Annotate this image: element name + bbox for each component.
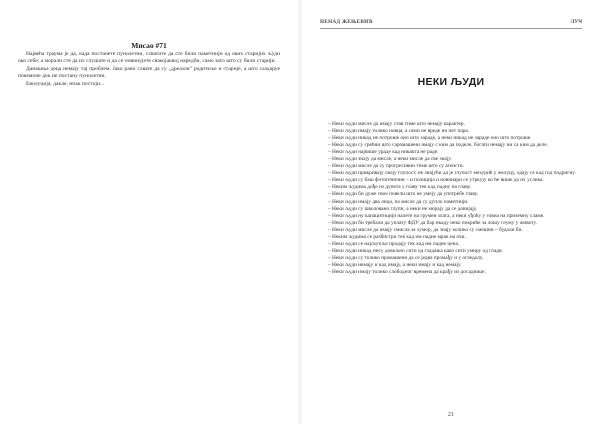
aphorism-item: – Неки људи су школовано глупи, а неки не морају да се довијају. — [328, 205, 478, 212]
aphorism-item: – Неки људи немају и кад имају, а неки имају и кад немају. — [328, 261, 462, 268]
aphorism-item: – Неки људи никад не потроше оно што зараде, а неки никад не зараде оно што потроше. — [328, 135, 532, 142]
aphorism-list — [320, 121, 582, 276]
aphorism-item: – Неки људи су толико промашени да се једва промађу и у огледалу. — [328, 254, 484, 261]
aphorism-item: – Неки људи никад нису довољно сити од гладања како сити умиру од глади. — [328, 247, 503, 254]
right-page — [302, 0, 600, 424]
aphorism-item: – Неки људи су баш фотогенични – и полиција и новинари се утркују ко ће више да их услика. — [328, 177, 544, 184]
chapter-title: НЕКИ ЉУДИ — [417, 76, 485, 88]
aphorism-item: – Неки људи мисле да имају смисла за хумор, да знају колико су смешни – будали би. — [328, 226, 523, 233]
aphorism-item: – Неки људи имају два лица, па мисле да су дупло паметнији. — [328, 198, 469, 205]
aphorism-item: – Неки људи би дуже свое повели што не умеју да употребе главу. — [328, 191, 479, 198]
aphorism-item: – Неки људи мисле да имају став тиме што немају карактер. — [328, 121, 465, 127]
left-page — [0, 0, 298, 424]
aphorism-item: – Неким људима се разбистри тек кад им падне мрак на очи. — [328, 233, 466, 240]
header-section: ЛУЧ — [570, 19, 582, 25]
aphorism-item: – Неки људи имају толико слободног времена да крађу из досаднице. — [328, 268, 486, 275]
aphorism-item: – Неки људи се најскупље продају тек кад им падне цена. — [328, 240, 460, 247]
aphorism-item: – Неки људи знају да мисле, а неки мисле да све знају. — [328, 156, 452, 163]
aphorism-item: – Неки људи мисле да су прогресивни тиме што су атеисти. — [328, 163, 464, 170]
aphorism-item: – Неким људима дође из дупета у главу тек кад падну на главу. — [328, 184, 472, 191]
aphorism-item: – Неки људи су срећни што саромашени имају с ким да поделе, богати немају ни са ким да деле. — [328, 142, 548, 149]
running-header — [320, 18, 582, 29]
aphorism-item: – Неки људи прикривају своју глупост, не знајући да је глупост мехурић у желуцу, одају се кад год подригну. — [328, 170, 576, 177]
thought-title: Мисао #71 — [131, 41, 167, 50]
thought-paragraph: Данашња деца немају тај проблем. Јако рано схвате да су „дреазли" родитеље и старије, а што саздаруе покемоне док не постану пунолетни. — [18, 65, 280, 80]
aphorism-item: – Неки људи највише ураде кад никакта не раде. — [328, 149, 439, 156]
header-author: НЕНАД ЖЕЊЕВИЋ — [320, 19, 373, 25]
aphorism-item: – Неки људи имају толико новца, а сами не вреде ни пет пара. — [328, 128, 470, 135]
thought-paragraph: Највећа траума је да, када постанете пунолетни, схватите да сте били паметнији од ових старијих људи око себе; а морали сте да их слушате и да се повинујете свакојаквој наредби, само зато што су били старији. — [18, 51, 280, 65]
thought-paragraph: Еволуција, дакле, ипак постоји... — [26, 80, 105, 87]
thought-body — [18, 51, 280, 88]
aphorism-item: – Неки људи би требали да уплату ФДУ да бар нкаду неко покриће за лошу глуму у животу. — [328, 219, 538, 226]
aphorism-item: – Неки људи ну капацитицији налете на грумен злата, а неки уђоћу у говна на приземну сламе. — [328, 212, 545, 219]
page-number: 21 — [447, 411, 455, 418]
